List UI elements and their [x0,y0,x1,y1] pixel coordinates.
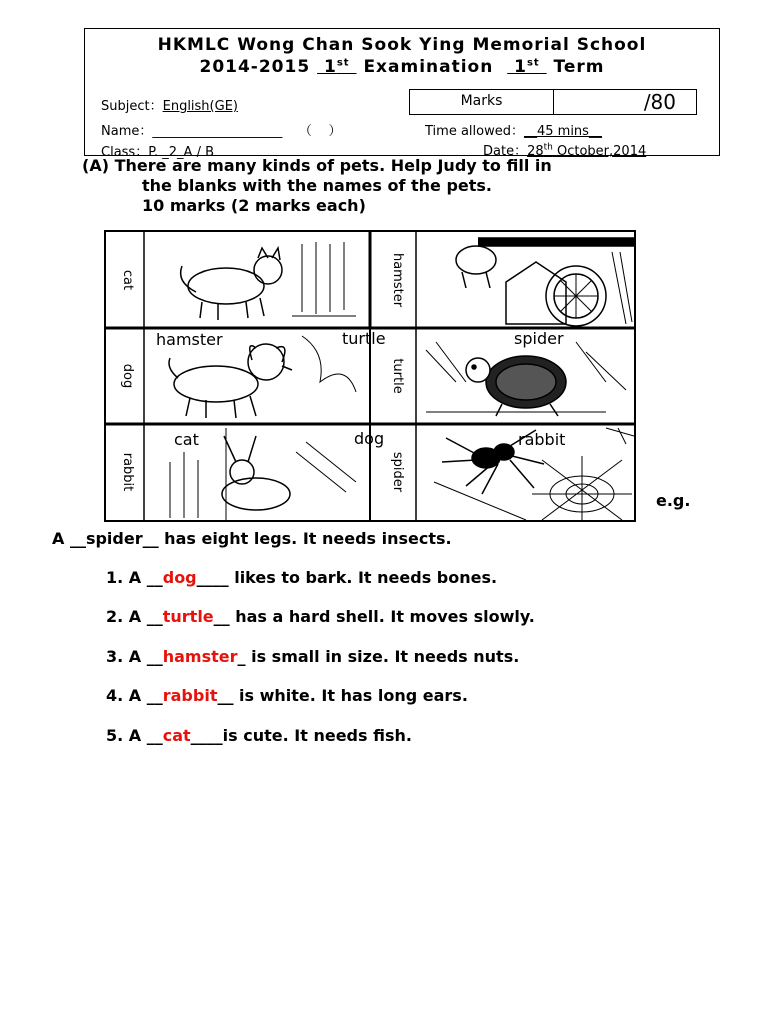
term-word: Term [553,57,605,77]
turtle-drawing [426,342,626,416]
answer-3: hamster [162,647,238,666]
date-value: 28th October,2014 [527,142,647,159]
word-cat: cat [174,430,199,449]
school-year: 2014-2015 [199,57,311,77]
class-row: Class：P. _2_A / B [101,145,215,160]
label-dog: dog [120,363,135,389]
marks-label: Marks [410,90,554,114]
word-rabbit: rabbit [518,430,566,449]
hamster-drawing [456,238,634,326]
label-rabbit: rabbit [120,452,135,492]
date-row: Date：28th October,2014 [483,142,647,159]
answer-1: dog [162,568,197,587]
answer-2: turtle [162,607,214,626]
exam-word: Examination [363,57,494,77]
subject-row: Subject：English(GE) [101,99,238,114]
cat-drawing [181,242,356,320]
exam-title [85,57,719,77]
answer-4: rabbit [162,686,218,705]
label-turtle: turtle [390,358,405,394]
word-turtle: turtle [342,329,386,348]
school-name: HKMLC Wong Chan Sook Ying Memorial School [157,35,647,55]
word-dog: dog [354,429,385,448]
name-blank: ____________________ [152,124,283,139]
class-value: P. _2_A / B [148,145,215,160]
name-row: Name：____________________ （ ） [101,124,342,139]
question-2: 2. A __turtle__ has a hard shell. It moves slowly. [106,607,535,626]
exam-number: 1st [324,57,350,77]
marks-value: /80 [643,90,676,114]
question-3: 3. A __hamster_ is small in size. It needs nuts. [106,647,520,666]
question-4: 4. A __rabbit__ is white. It has long ears. [106,686,468,705]
label-cat: cat [120,269,135,291]
exam-header [84,28,720,160]
example-sentence: A __spider__ has eight legs. It needs insects. [52,529,452,548]
word-hamster: hamster [156,330,223,349]
example-label: e.g. [656,491,691,510]
question-5: 5. A __cat____is cute. It needs fish. [106,726,412,745]
marks-table [409,89,697,115]
term-number: 1st [514,57,540,77]
subject-value: English(GE) [162,99,238,114]
answer-5: cat [162,726,191,745]
word-spider: spider [514,329,564,348]
time-value: __45 mins__ [523,124,602,139]
section-a-instructions: (A) There are many kinds of pets. Help Judy to fill in the blanks with the names of the pets. 10 marks (2 marks each) [82,156,552,215]
question-1: 1. A __dog____ likes to bark. It needs bones. [106,568,498,587]
time-row: Time allowed：__45 mins__ [425,124,602,139]
pets-illustration [106,232,634,520]
label-hamster: hamster [390,252,405,308]
pets-picture [104,230,636,522]
label-spider: spider [390,451,405,493]
